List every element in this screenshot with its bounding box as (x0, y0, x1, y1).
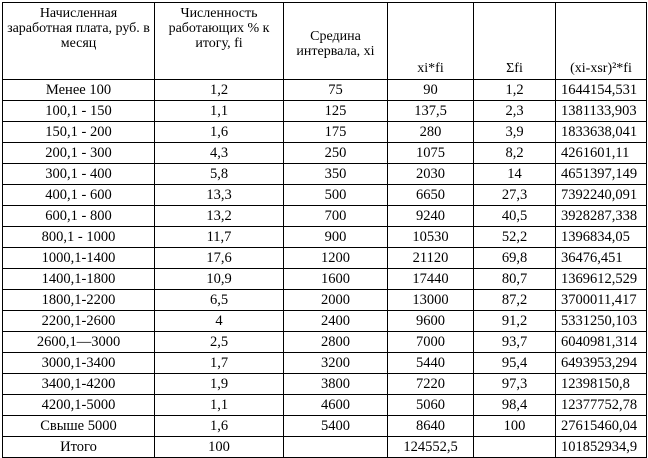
cell-cumulative: 98,4 (474, 395, 556, 416)
table-row (3, 164, 647, 185)
cell-squared-dev: 1369612,529 (556, 269, 647, 290)
cell-wage: 3000,1-3400 (3, 353, 155, 374)
table-row (3, 416, 647, 437)
cell-xifi: 7000 (388, 332, 474, 353)
table-row (3, 143, 647, 164)
cell-wage: 800,1 - 1000 (3, 227, 155, 248)
header-xifi: xi*fi (388, 3, 474, 80)
cell-cumulative: 80,7 (474, 269, 556, 290)
cell-share: 1,2 (155, 80, 284, 101)
table-body (3, 80, 647, 458)
cell-xifi: 8640 (388, 416, 474, 437)
cell-share: 1,1 (155, 395, 284, 416)
cell-midpoint: 125 (284, 101, 388, 122)
cell-share: 1,9 (155, 374, 284, 395)
cell-squared-dev: 27615460,04 (556, 416, 647, 437)
table-row (3, 290, 647, 311)
cell-xifi: 9240 (388, 206, 474, 227)
cell-xifi: 13000 (388, 290, 474, 311)
cell-cumulative: 27,3 (474, 185, 556, 206)
cell-cumulative: 2,3 (474, 101, 556, 122)
cell-squared-dev: 3928287,338 (556, 206, 647, 227)
cell-cumulative: 52,2 (474, 227, 556, 248)
cell-squared-dev: 1833638,041 (556, 122, 647, 143)
cell-midpoint: 1200 (284, 248, 388, 269)
cell-wage: 1400,1-1800 (3, 269, 155, 290)
cell-xifi: 21120 (388, 248, 474, 269)
cell-xifi: 7220 (388, 374, 474, 395)
cell-wage: 1800,1-2200 (3, 290, 155, 311)
cell-midpoint: 900 (284, 227, 388, 248)
cell-squared-dev: 12398150,8 (556, 374, 647, 395)
cell-midpoint: 2000 (284, 290, 388, 311)
cell-xifi: 137,5 (388, 101, 474, 122)
table-row (3, 248, 647, 269)
cell-wage: 200,1 - 300 (3, 143, 155, 164)
cell-squared-dev: 6040981,314 (556, 332, 647, 353)
cell-cumulative: 69,8 (474, 248, 556, 269)
cell-xifi: 280 (388, 122, 474, 143)
cell-squared-dev: 3700011,417 (556, 290, 647, 311)
cell-midpoint: 3200 (284, 353, 388, 374)
table-container (2, 2, 647, 458)
cell-xifi: 5060 (388, 395, 474, 416)
cell-squared-dev: 12377752,78 (556, 395, 647, 416)
cell-xifi: 124552,5 (388, 437, 474, 458)
cell-squared-dev: 1381133,903 (556, 101, 647, 122)
cell-wage: 100,1 - 150 (3, 101, 155, 122)
cell-xifi: 9600 (388, 311, 474, 332)
cell-squared-dev: 7392240,091 (556, 185, 647, 206)
cell-wage: Менее 100 (3, 80, 155, 101)
table-row (3, 122, 647, 143)
cell-share: 1,7 (155, 353, 284, 374)
header-row (3, 3, 647, 80)
cell-midpoint: 250 (284, 143, 388, 164)
header-squared-dev: (xi-xsr)²*fi (556, 3, 647, 80)
cell-share: 1,6 (155, 416, 284, 437)
cell-xifi: 1075 (388, 143, 474, 164)
cell-squared-dev: 4261601,11 (556, 143, 647, 164)
cell-midpoint: 175 (284, 122, 388, 143)
cell-squared-dev: 1396834,05 (556, 227, 647, 248)
cell-squared-dev: 101852934,9 (556, 437, 647, 458)
cell-xifi: 90 (388, 80, 474, 101)
cell-wage: 4200,1-5000 (3, 395, 155, 416)
cell-cumulative: 91,2 (474, 311, 556, 332)
cell-xifi: 6650 (388, 185, 474, 206)
header-midpoint: Средина интервала, xi (284, 3, 388, 80)
table-row (3, 185, 647, 206)
cell-share: 1,6 (155, 122, 284, 143)
table-row (3, 311, 647, 332)
cell-share: 6,5 (155, 290, 284, 311)
cell-wage: Свыше 5000 (3, 416, 155, 437)
cell-midpoint: 3800 (284, 374, 388, 395)
cell-squared-dev: 1644154,531 (556, 80, 647, 101)
cell-cumulative: 93,7 (474, 332, 556, 353)
cell-midpoint (284, 437, 388, 458)
cell-squared-dev: 36476,451 (556, 248, 647, 269)
cell-xifi: 5440 (388, 353, 474, 374)
table-row (3, 101, 647, 122)
cell-cumulative: 8,2 (474, 143, 556, 164)
cell-midpoint: 1600 (284, 269, 388, 290)
cell-cumulative: 97,3 (474, 374, 556, 395)
table-row (3, 374, 647, 395)
wage-distribution-table (2, 2, 647, 458)
cell-midpoint: 500 (284, 185, 388, 206)
cell-wage: 400,1 - 600 (3, 185, 155, 206)
cell-midpoint: 700 (284, 206, 388, 227)
cell-share: 11,7 (155, 227, 284, 248)
cell-wage: 2200,1-2600 (3, 311, 155, 332)
cell-midpoint: 4600 (284, 395, 388, 416)
table-row (3, 80, 647, 101)
table-row (3, 353, 647, 374)
cell-midpoint: 350 (284, 164, 388, 185)
cell-wage: 2600,1—3000 (3, 332, 155, 353)
cell-wage: 150,1 - 200 (3, 122, 155, 143)
cell-xifi: 10530 (388, 227, 474, 248)
cell-share: 4,3 (155, 143, 284, 164)
table-row (3, 332, 647, 353)
cell-cumulative: 14 (474, 164, 556, 185)
cell-share: 2,5 (155, 332, 284, 353)
cell-midpoint: 75 (284, 80, 388, 101)
cell-cumulative: 87,2 (474, 290, 556, 311)
cell-wage: 600,1 - 800 (3, 206, 155, 227)
cell-xifi: 2030 (388, 164, 474, 185)
cell-cumulative: 95,4 (474, 353, 556, 374)
cell-cumulative: 3,9 (474, 122, 556, 143)
cell-share: 5,8 (155, 164, 284, 185)
table-row (3, 206, 647, 227)
cell-squared-dev: 4651397,149 (556, 164, 647, 185)
cell-squared-dev: 5331250,103 (556, 311, 647, 332)
header-share: Численность работающих % к итогу, fi (155, 3, 284, 80)
cell-share: 17,6 (155, 248, 284, 269)
cell-share: 100 (155, 437, 284, 458)
cell-cumulative: 1,2 (474, 80, 556, 101)
cell-wage: 1000,1-1400 (3, 248, 155, 269)
cell-midpoint: 5400 (284, 416, 388, 437)
cell-share: 1,1 (155, 101, 284, 122)
table-row (3, 269, 647, 290)
cell-share: 13,2 (155, 206, 284, 227)
cell-share: 4 (155, 311, 284, 332)
cell-wage: 300,1 - 400 (3, 164, 155, 185)
header-cumulative: Σfi (474, 3, 556, 80)
cell-wage: 3400,1-4200 (3, 374, 155, 395)
table-row (3, 395, 647, 416)
cell-xifi: 17440 (388, 269, 474, 290)
cell-midpoint: 2400 (284, 311, 388, 332)
header-wage: Начисленная заработная плата, руб. в месяц (3, 3, 155, 80)
cell-cumulative: 100 (474, 416, 556, 437)
cell-share: 13,3 (155, 185, 284, 206)
cell-squared-dev: 6493953,294 (556, 353, 647, 374)
cell-share: 10,9 (155, 269, 284, 290)
cell-cumulative: 40,5 (474, 206, 556, 227)
table-row (3, 227, 647, 248)
cell-wage: Итого (3, 437, 155, 458)
total-row (3, 437, 647, 458)
cell-cumulative (474, 437, 556, 458)
cell-midpoint: 2800 (284, 332, 388, 353)
